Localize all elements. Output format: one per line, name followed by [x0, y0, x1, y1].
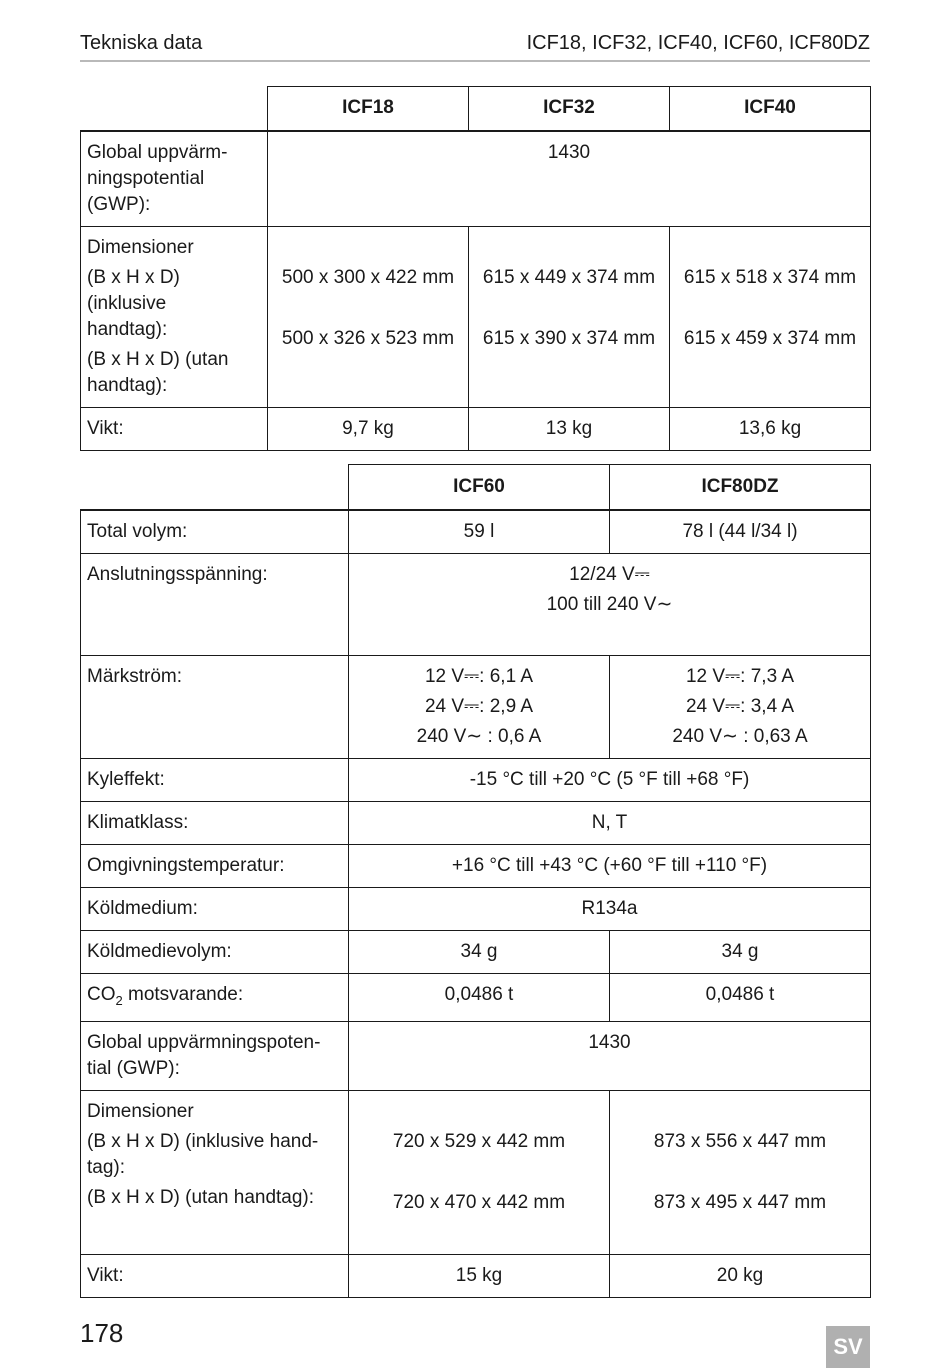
- row-label: Vikt:: [81, 407, 268, 450]
- dimension-values: 720 x 529 x 442 mm 720 x 470 x 442 mm: [349, 1091, 610, 1255]
- table-row-volume: [81, 510, 871, 554]
- refrigerant-volume-value: 34 g: [349, 930, 610, 973]
- row-label: Total volym:: [81, 510, 349, 554]
- co2-value: 0,0486 t: [610, 973, 871, 1022]
- page-number: 178: [80, 1318, 124, 1348]
- cooling-value: -15 °C till +20 °C (5 °F till +68 °F): [349, 758, 871, 801]
- row-label: Märkström:: [81, 655, 349, 758]
- refrigerant-value: R134a: [349, 887, 871, 930]
- table-row-ambient: [81, 844, 871, 887]
- section-title: Tekniska data: [80, 32, 203, 54]
- table-row-voltage: [81, 553, 871, 655]
- model-header: ICF32: [469, 87, 670, 131]
- spec-table-icf18-40: [80, 86, 871, 451]
- climate-value: N, T: [349, 801, 871, 844]
- weight-value: 20 kg: [610, 1255, 871, 1298]
- table-row-gwp: [81, 1022, 871, 1091]
- model-header: ICF80DZ: [610, 465, 871, 510]
- table-row-refrigerant-volume: [81, 930, 871, 973]
- table-row-cooling: [81, 758, 871, 801]
- row-label: Köldmedium:: [81, 887, 349, 930]
- table-row-refrigerant: [81, 887, 871, 930]
- model-header: ICF18: [268, 87, 469, 131]
- current-values: 12 V⎓: 7,3 A 24 V⎓: 3,4 A 240 V∼ : 0,63 A: [610, 655, 871, 758]
- model-header: ICF60: [349, 465, 610, 510]
- table-header-row: [81, 465, 871, 510]
- row-label: Klimatklass:: [81, 801, 349, 844]
- language-badge: SV: [826, 1326, 870, 1368]
- row-label: $CO_2$ motsvarande:: [81, 973, 349, 1022]
- weight-value: 13,6 kg: [670, 407, 871, 450]
- table-row-weight: [81, 1255, 871, 1298]
- table-row-current: [81, 655, 871, 758]
- row-label: Kyleffekt:: [81, 758, 349, 801]
- table-row-dimensions: [81, 226, 871, 407]
- row-label: Vikt:: [81, 1255, 349, 1298]
- table-header-row: [81, 87, 871, 131]
- table-row-co2: [81, 973, 871, 1022]
- row-label: Köldmedievolym:: [81, 930, 349, 973]
- weight-value: 9,7 kg: [268, 407, 469, 450]
- voltage-value: 12/24 V⎓ 100 till 240 V∼: [349, 553, 871, 655]
- dimension-values: 500 x 300 x 422 mm 500 x 326 x 523 mm: [268, 226, 469, 407]
- row-label: Omgivningstemperatur:: [81, 844, 349, 887]
- table-row-dimensions: [81, 1091, 871, 1255]
- page-header: [80, 30, 870, 62]
- spec-table-icf60-80dz: [80, 464, 871, 1298]
- row-label: Dimensioner (B x H x D) (inklusive hand- tag): (B x H x D) (utan handtag):: [81, 1091, 349, 1255]
- table-row-climate: [81, 801, 871, 844]
- weight-value: 13 kg: [469, 407, 670, 450]
- current-values: 12 V⎓: 6,1 A 24 V⎓: 2,9 A 240 V∼ : 0,6 A: [349, 655, 610, 758]
- table-row-weight: [81, 407, 871, 450]
- ambient-value: +16 °C till +43 °C (+60 °F till +110 °F): [349, 844, 871, 887]
- dimension-values: 873 x 556 x 447 mm 873 x 495 x 447 mm: [610, 1091, 871, 1255]
- gwp-value: 1430: [268, 131, 871, 227]
- model-header: ICF40: [670, 87, 871, 131]
- weight-value: 15 kg: [349, 1255, 610, 1298]
- refrigerant-volume-value: 34 g: [610, 930, 871, 973]
- volume-value: 78 l (44 l/34 l): [610, 510, 871, 554]
- dimension-values: 615 x 518 x 374 mm 615 x 459 x 374 mm: [670, 226, 871, 407]
- row-label: Anslutningsspänning:: [81, 553, 349, 655]
- dimension-values: 615 x 449 x 374 mm 615 x 390 x 374 mm: [469, 226, 670, 407]
- row-label: Global uppvärmningspoten- tial (GWP):: [81, 1022, 349, 1091]
- volume-value: 59 l: [349, 510, 610, 554]
- gwp-value: 1430: [349, 1022, 871, 1091]
- row-label: Global uppvärm- ningspotential (GWP):: [81, 131, 268, 227]
- row-label: Dimensioner (B x H x D) (inklusive handtag): (B x H x D) (utan handtag):: [81, 226, 268, 407]
- table-row-gwp: [81, 131, 871, 227]
- model-list: ICF18, ICF32, ICF40, ICF60, ICF80DZ: [526, 32, 870, 54]
- co2-value: 0,0486 t: [349, 973, 610, 1022]
